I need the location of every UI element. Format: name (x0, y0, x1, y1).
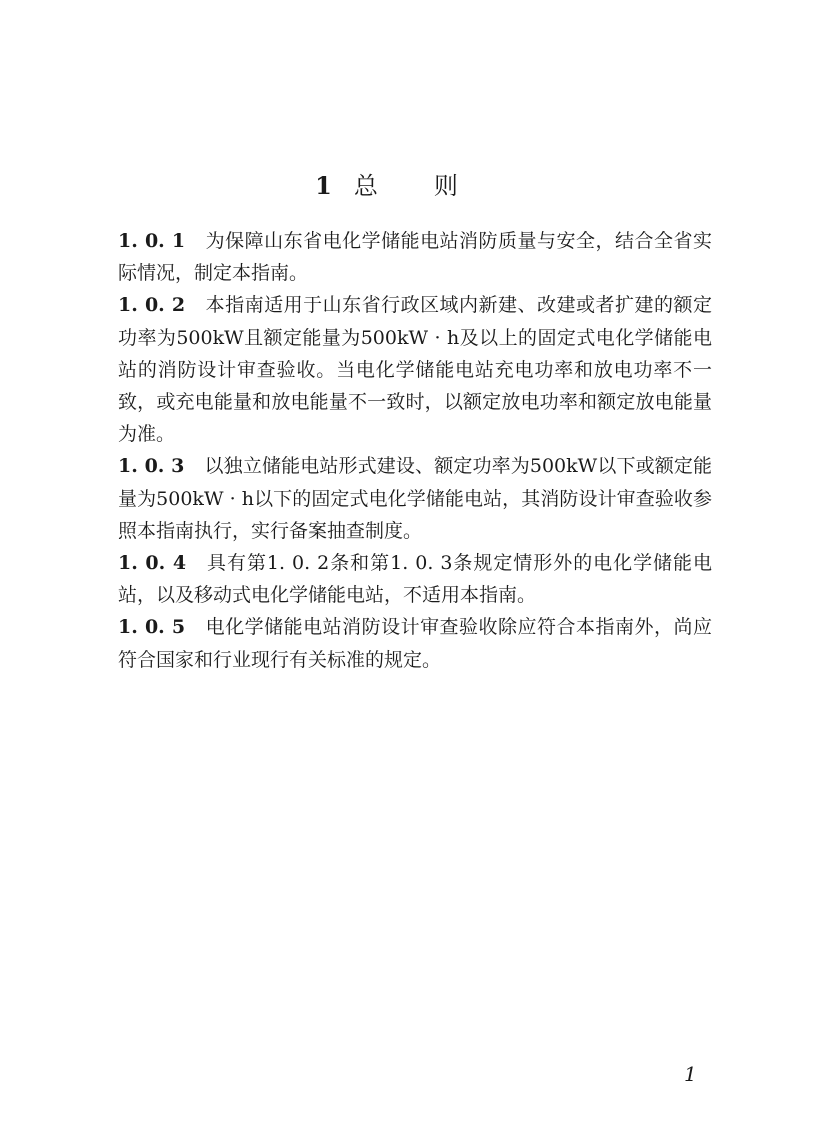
clause-text: 本指南适用于山东省行政区域内新建、改建或者扩建的额定功率为500kW且额定能量为500kW · h及以上的固定式电化学储能电站的消防设计审查验收。当电化学储能电站充电功率和放电功率不一致，或充电能量和放电能量不一致时，以额定放电功率和额定放电能量为准。 (118, 294, 712, 446)
chapter-number: 1 (315, 171, 332, 201)
clause-number: 1. 0. 3 (118, 455, 185, 478)
clause-text: 电化学储能电站消防设计审查验收除应符合本指南外，尚应符合国家和行业现行有关标准的规定。 (118, 616, 712, 671)
clause-1-0-2 (118, 289, 712, 450)
clause-1-0-4 (118, 547, 712, 611)
clause-1-0-1 (118, 225, 712, 289)
clause-text: 具有第1. 0. 2条和第1. 0. 3条规定情形外的电化学储能电站，以及移动式电化学储能电站，不适用本指南。 (118, 552, 712, 607)
chapter-title: 总则 (353, 172, 514, 201)
chapter-body (118, 225, 712, 676)
clause-number: 1. 0. 1 (118, 230, 186, 252)
chapter-heading (0, 166, 829, 206)
clause-number: 1. 0. 4 (118, 552, 187, 575)
clause-1-0-5 (118, 611, 712, 675)
clause-number: 1. 0. 2 (118, 294, 186, 317)
page-number: 1 (684, 1062, 697, 1086)
clause-1-0-3 (118, 450, 712, 547)
clause-text: 以独立储能电站形式建设、额定功率为500kW以下或额定能量为500kW · h以下的固定式电化学储能电站，其消防设计审查验收参照本指南执行，实行备案抽查制度。 (118, 455, 713, 542)
clause-text: 为保障山东省电化学储能电站消防质量与安全，结合全省实际情况，制定本指南。 (118, 230, 712, 285)
clause-number: 1. 0. 5 (118, 616, 186, 639)
